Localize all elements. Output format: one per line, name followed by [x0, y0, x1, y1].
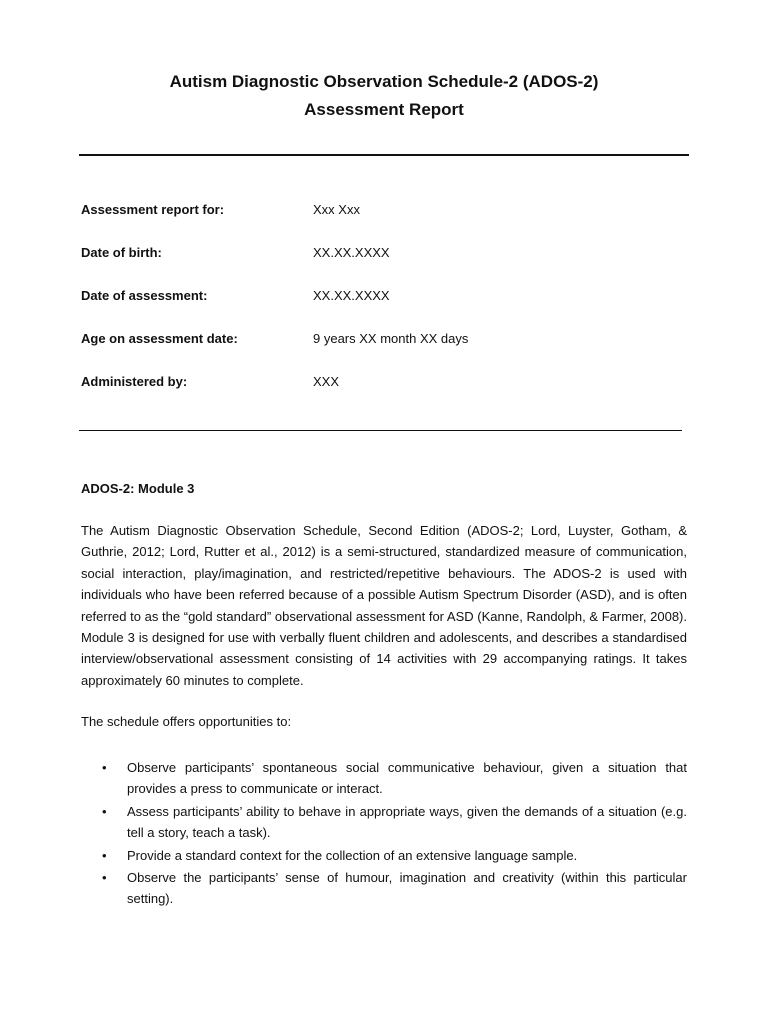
- info-value: XX.XX.XXXX: [313, 245, 390, 260]
- info-value: XXX: [313, 374, 340, 389]
- info-label: Date of assessment:: [81, 288, 208, 303]
- list-item-text: Assess participants’ ability to behave in appropriate ways, given the demands of a situation (e.g. tell a story, teach a task).: [127, 803, 687, 841]
- schedule-lead-text: The schedule offers opportunities to:: [81, 714, 292, 729]
- info-label: Administered by:: [81, 374, 188, 389]
- info-row-administered-by: [81, 372, 681, 392]
- info-value: Xxx Xxx: [313, 202, 360, 217]
- list-item: [81, 801, 687, 844]
- opportunities-list: [81, 757, 687, 911]
- info-divider: [79, 430, 682, 431]
- list-item: [81, 867, 687, 910]
- bullet-icon: •: [102, 803, 107, 819]
- header-divider: [79, 154, 689, 156]
- info-label: Assessment report for:: [81, 202, 225, 217]
- list-item-text: Observe participants’ spontaneous social communicative behaviour, given a situation that provides a press to communicate or interact.: [127, 760, 687, 797]
- report-title: Autism Diagnostic Observation Schedule-2 (ADOS-2): [169, 72, 599, 91]
- info-row-report-for: [81, 200, 681, 220]
- section-paragraph: The Autism Diagnostic Observation Schedule, Second Edition (ADOS-2; Lord, Luyster, Gotham, & Guthrie, 2012; Lord, Rutter et al., 2012) is a semi-structured, standardized measure of communication, social interaction, play/imagination, and restricted/repetitive behaviours. The ADOS-2 is used with individuals who have been referred because of a possible Autism Spectrum Disorder (ASD), and is often referred to as the “gold standard” observational assessment for ASD (Kanne, Randolph, & Farmer, 2008). Module 3 is designed for use with verbally fluent children and adolescents, and describes a standardised interview/observational assessment consisting of 14 activities with 29 accompanying ratings. It takes approximately 60 minutes to complete.: [81, 523, 687, 688]
- info-row-date-of-birth: [81, 243, 681, 263]
- report-subtitle: Assessment Report: [304, 100, 464, 119]
- list-item: [81, 845, 687, 866]
- info-row-age: [81, 329, 681, 349]
- section-heading: ADOS-2: Module 3: [81, 481, 195, 496]
- info-value: 9 years XX month XX days: [313, 331, 469, 346]
- bullet-icon: •: [102, 847, 107, 863]
- bullet-icon: •: [102, 760, 107, 775]
- info-row-date-of-assessment: [81, 286, 681, 306]
- info-label: Age on assessment date:: [81, 331, 238, 346]
- list-item-text: Observe the participants’ sense of humour, imagination and creativity (within this particular setting).: [127, 870, 687, 907]
- list-item: [81, 757, 687, 800]
- info-value: XX.XX.XXXX: [313, 288, 390, 303]
- list-item-text: Provide a standard context for the collection of an extensive language sample.: [127, 847, 578, 863]
- bullet-icon: •: [102, 870, 107, 886]
- info-label: Date of birth:: [81, 245, 162, 260]
